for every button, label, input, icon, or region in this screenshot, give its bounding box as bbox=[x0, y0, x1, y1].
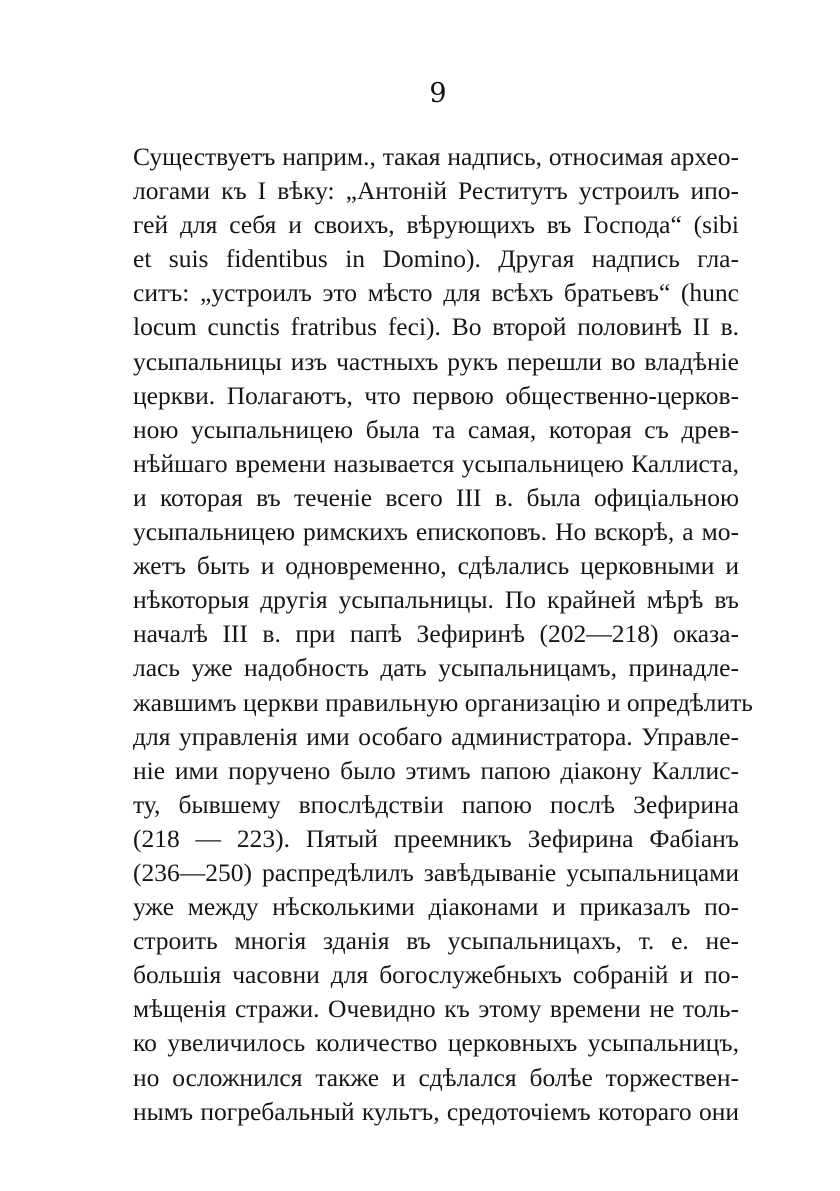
text-line: усыпальницею римскихъ епископовъ. Но вскорѣ, а мо- bbox=[133, 517, 739, 547]
text-line: строить многiя зданiя въ усыпальницахъ, т. е. не- bbox=[133, 926, 739, 956]
text-line: (218 — 223). Пятый преемникъ Зефирина Фабiанъ bbox=[133, 823, 739, 853]
text-line: et suis fidentibus in Domino). Другая надпись гла- bbox=[133, 244, 739, 274]
text-line: Существуетъ наприм., такая надпись, относимая архео- bbox=[133, 142, 739, 171]
text-line: нѣкоторыя другiя усыпальницы. По крайней мѣрѣ въ bbox=[133, 585, 739, 615]
text-line: усыпальницы изъ частныхъ рукъ перешли во владѣнiе bbox=[133, 346, 739, 376]
page-number: 9 bbox=[429, 78, 447, 109]
text-line: логами къ I вѣку: „Антонiй Реститутъ устроилъ ипо- bbox=[133, 176, 739, 206]
text-line: ко увеличилось количество церковныхъ усыпальницъ, bbox=[133, 1028, 739, 1058]
text-line: нѣйшаго времени называется усыпальницею Каллиста, bbox=[133, 448, 739, 478]
text-line: locum cunctis fratribus feci). Во второй половинѣ II в. bbox=[133, 312, 739, 342]
text-line: церкви. Полагаютъ, что первою общественно-церков- bbox=[133, 380, 739, 410]
body-text bbox=[133, 140, 753, 1129]
text-line: лась уже надобность дать усыпальницамъ, принадле- bbox=[133, 653, 739, 683]
text-line: нiе ими поручено было этимъ папою дiакону Каллис- bbox=[133, 755, 739, 785]
text-line: гей для себя и своихъ, вѣрующихъ въ Господа“ (sibi bbox=[133, 210, 739, 240]
text-line: началѣ III в. при папѣ Зефиринѣ (202—218) оказа- bbox=[133, 619, 739, 649]
text-line: ту, бывшему впослѣдствiи папою послѣ Зефирина bbox=[133, 789, 739, 819]
text-line: ною усыпальницею была та самая, которая съ древ- bbox=[133, 414, 739, 444]
text-line: уже между нѣсколькими дiаконами и приказалъ по- bbox=[133, 892, 739, 922]
text-line: но осложнился также и сдѣлался болѣе торжествен- bbox=[133, 1062, 739, 1092]
text-line: нымъ погребальный культъ, средоточiемъ котораго они bbox=[133, 1096, 739, 1126]
text-line: для управленiя ими особаго администратора. Управле- bbox=[133, 721, 739, 751]
text-line: мѣщенiя стражи. Очевидно къ этому времени не толь- bbox=[133, 994, 739, 1024]
text-line: большiя часовни для богослужебныхъ собранiй и по- bbox=[133, 960, 739, 990]
text-line: ситъ: „устроилъ это мѣсто для всѣхъ братьевъ“ (hunc bbox=[133, 278, 739, 308]
text-line: и которая въ теченiе всего III в. была офицiальною bbox=[133, 482, 739, 512]
text-line: (236—250) распредѣлилъ завѣдыванiе усыпальницами bbox=[133, 857, 739, 887]
text-line: жавшимъ церкви правильную организацiю и опредѣлить bbox=[133, 687, 753, 717]
text-line: жетъ быть и одновременно, сдѣлались церковными и bbox=[133, 551, 739, 581]
